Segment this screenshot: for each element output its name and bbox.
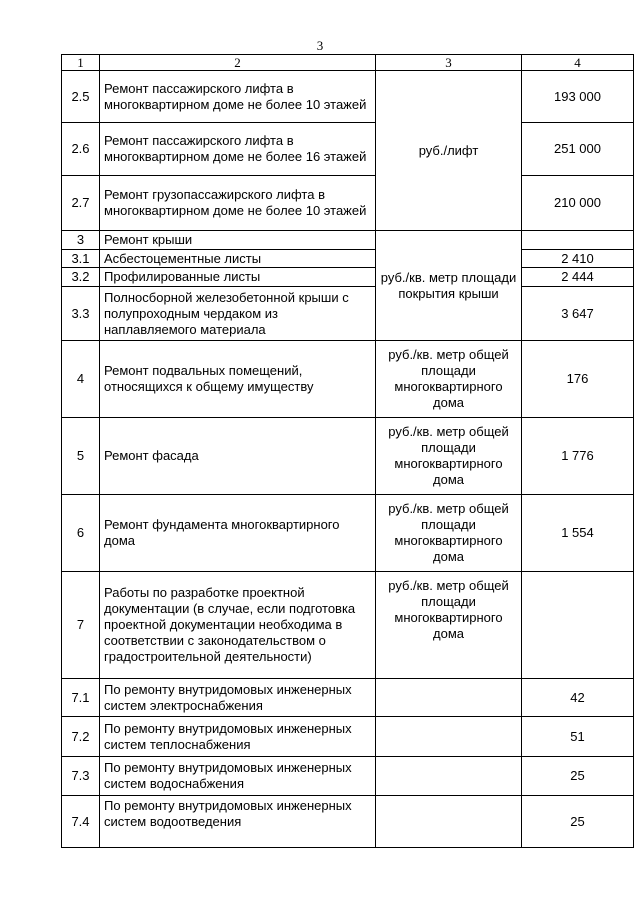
- table-row: [62, 268, 634, 287]
- header-col-4: 4: [522, 55, 634, 71]
- table-row: [62, 679, 634, 717]
- work-name: Ремонт фундамента многоквартирного дома: [100, 495, 376, 572]
- work-name: Работы по разработке проектной документации (в случае, если подготовка проектной документации необходима в соответствии с законодательством о градостроительной деятельности): [100, 572, 376, 679]
- unit-area: руб./кв. метр общей площади многоквартирного дома: [376, 495, 522, 572]
- work-name: По ремонту внутридомовых инженерных систем водоснабжения: [100, 757, 376, 796]
- cost-value: 193 000: [522, 71, 634, 123]
- header-col-1: 1: [62, 55, 100, 71]
- row-number: 7: [62, 572, 100, 679]
- row-number: 3.1: [62, 250, 100, 268]
- cost-value: 1 776: [522, 418, 634, 495]
- cost-value: 210 000: [522, 176, 634, 231]
- row-number: 2.6: [62, 123, 100, 176]
- work-name: Ремонт грузопассажирского лифта в многоквартирном доме не более 10 этажей: [100, 176, 376, 231]
- row-number: 2.7: [62, 176, 100, 231]
- table-row: [62, 572, 634, 679]
- work-name: Ремонт пассажирского лифта в многоквартирном доме не более 16 этажей: [100, 123, 376, 176]
- row-number: 3: [62, 231, 100, 250]
- unit-area: руб./кв. метр общей площади многоквартирного дома: [376, 572, 522, 679]
- cost-value: 2 444: [522, 268, 634, 287]
- row-number: 7.2: [62, 717, 100, 757]
- work-name: Ремонт фасада: [100, 418, 376, 495]
- cost-value: [522, 231, 634, 250]
- unit-area: руб./кв. метр общей площади многоквартирного дома: [376, 418, 522, 495]
- row-number: 6: [62, 495, 100, 572]
- cost-value: 2 410: [522, 250, 634, 268]
- row-number: 5: [62, 418, 100, 495]
- table-row: [62, 495, 634, 572]
- table-row: [62, 717, 634, 757]
- unit-empty: [376, 757, 522, 796]
- unit-roof: руб./кв. метр площади покрытия крыши: [376, 231, 522, 341]
- unit-empty: [376, 679, 522, 717]
- table-row: [62, 123, 634, 176]
- cost-value: 176: [522, 341, 634, 418]
- table-row: [62, 341, 634, 418]
- work-name: Ремонт пассажирского лифта в многоквартирном доме не более 10 этажей: [100, 71, 376, 123]
- header-col-2: 2: [100, 55, 376, 71]
- work-name: Ремонт крыши: [100, 231, 376, 250]
- table-row: [62, 757, 634, 796]
- table-row: [62, 231, 634, 250]
- table-header-row: [62, 55, 634, 71]
- cost-value: 51: [522, 717, 634, 757]
- cost-value: 25: [522, 796, 634, 848]
- unit-lift: руб./лифт: [376, 71, 522, 231]
- work-name: Профилированные листы: [100, 268, 376, 287]
- row-number: 7.3: [62, 757, 100, 796]
- unit-empty: [376, 796, 522, 848]
- row-number: 3.2: [62, 268, 100, 287]
- row-number: 3.3: [62, 287, 100, 341]
- cost-value: 42: [522, 679, 634, 717]
- unit-empty: [376, 717, 522, 757]
- unit-area: руб./кв. метр общей площади многоквартирного дома: [376, 341, 522, 418]
- work-name: По ремонту внутридомовых инженерных систем теплоснабжения: [100, 717, 376, 757]
- table-row: [62, 176, 634, 231]
- row-number: 7.4: [62, 796, 100, 848]
- page-number: 3: [316, 38, 324, 53]
- row-number: 7.1: [62, 679, 100, 717]
- cost-value: 25: [522, 757, 634, 796]
- table-row: [62, 250, 634, 268]
- cost-value: [522, 572, 634, 679]
- cost-value: 3 647: [522, 287, 634, 341]
- cost-value: 1 554: [522, 495, 634, 572]
- table-row: [62, 71, 634, 123]
- cost-value: 251 000: [522, 123, 634, 176]
- work-name: Полносборной железобетонной крыши с полупроходным чердаком из наплавляемого материала: [100, 287, 376, 341]
- cost-table: [61, 54, 634, 848]
- table-row: [62, 287, 634, 341]
- row-number: 2.5: [62, 71, 100, 123]
- work-name: По ремонту внутридомовых инженерных систем электроснабжения: [100, 679, 376, 717]
- header-col-3: 3: [376, 55, 522, 71]
- table-row: [62, 418, 634, 495]
- work-name: По ремонту внутридомовых инженерных систем водоотведения: [100, 796, 376, 848]
- work-name: Асбестоцементные листы: [100, 250, 376, 268]
- table-row: [62, 796, 634, 848]
- row-number: 4: [62, 341, 100, 418]
- work-name: Ремонт подвальных помещений, относящихся к общему имуществу: [100, 341, 376, 418]
